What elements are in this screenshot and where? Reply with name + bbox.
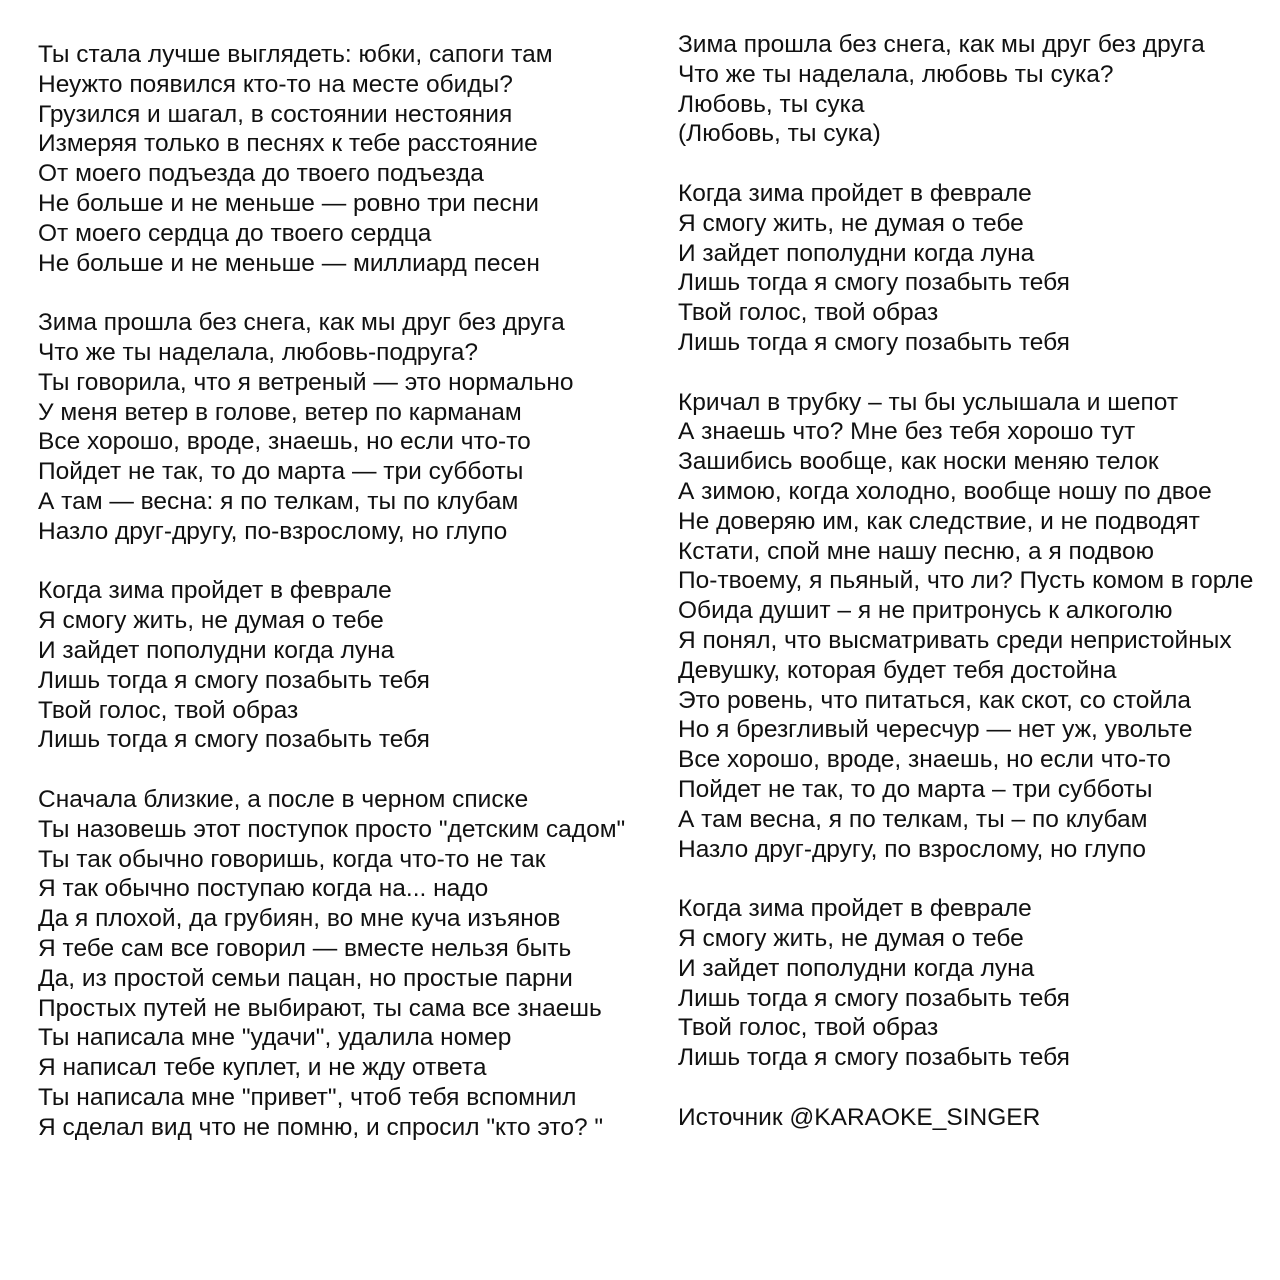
source-credit: Источник @KARAOKE_SINGER [678,1103,1041,1131]
lyric-line: Это ровень, что питаться, как скот, со стойла [678,686,1192,714]
lyrics-left-column [38,40,633,1172]
lyric-line: Твой голос, твой образ [678,299,939,327]
lyric-line: Неужто появился кто-то на месте обиды? [38,70,513,98]
lyric-line: Что же ты наделала, любовь ты сука? [678,60,1114,88]
lyric-line: Назло друг-другу, по-взрослому, но глупо [38,517,508,545]
lyric-line: От моего сердца до твоего сердца [38,219,432,247]
lyric-line: Но я брезгливый чересчур — нет уж, увольте [678,716,1193,744]
stanza [678,894,1280,1073]
stanza [678,179,1280,358]
lyric-line: (Любовь, ты сука) [678,120,881,148]
stanza [38,576,633,755]
lyric-line: Зашибись вообще, как носки меняю телок [678,448,1159,476]
lyric-line: Не больше и не меньше — ровно три песни [38,189,539,217]
lyric-line: Грузился и шагал, в состоянии нестояния [38,100,513,128]
lyric-line: Пойдет не так, то до марта — три субботы [38,458,524,486]
stanza [678,388,1280,865]
lyric-line: Я смогу жить, не думая о тебе [38,607,384,635]
stanza [38,785,633,1143]
lyric-line: Лишь тогда я смогу позабыть тебя [678,328,1070,356]
lyric-line: Что же ты наделала, любовь-подруга? [38,338,479,366]
lyric-line: Не больше и не меньше — миллиард песен [38,249,540,277]
lyric-line: По-твоему, я пьяный, что ли? Пусть комом в горле [678,567,1254,595]
lyric-line: Ты написала мне "привет", чтоб тебя вспомнил [38,1083,577,1111]
lyric-line: Когда зима пройдет в феврале [38,577,392,605]
lyric-line: Лишь тогда я смогу позабыть тебя [678,984,1070,1012]
lyric-line: Назло друг-другу, по взрослому, но глупо [678,835,1146,863]
lyric-line: Да я плохой, да грубиян, во мне куча изъянов [38,905,561,933]
lyric-line: Любовь, ты сука [678,90,865,118]
lyric-line: Я сделал вид что не помню, и спросил "кто это? " [38,1113,604,1141]
lyric-line: Ты назовешь этот поступок просто "детским садом" [38,815,626,843]
lyric-line: Ты стала лучше выглядеть: юбки, сапоги там [38,41,553,68]
lyric-line: Измеряя только в песнях к тебе расстояние [38,130,538,158]
lyric-line: Я написал тебе куплет, и не жду ответа [38,1054,487,1082]
lyric-line: А знаешь что? Мне без тебя хорошо тут [678,418,1136,446]
lyric-line: Да, из простой семьи пацан, но простые парни [38,964,573,992]
lyric-line: Когда зима пройдет в феврале [678,895,1032,923]
lyric-line: Лишь тогда я смогу позабыть тебя [38,666,430,694]
lyric-line: Ты так обычно говоришь, когда что-то не так [38,845,546,873]
lyric-line: Ты говорила, что я ветреный — это нормально [38,368,574,396]
lyric-line: Я смогу жить, не думая о тебе [678,209,1024,237]
lyric-line: И зайдет пополудни когда луна [678,954,1035,982]
lyric-line: Я так обычно поступаю когда на... надо [38,875,489,903]
lyric-line: Лишь тогда я смогу позабыть тебя [678,1044,1070,1072]
lyric-line: Простых путей не выбирают, ты сама все знаешь [38,994,602,1022]
lyric-line: Зима прошла без снега, как мы друг без друга [38,309,565,337]
lyric-line: А зимою, когда холодно, вообще ношу по двое [678,477,1212,505]
lyric-line: Сначала близкие, а после в черном списке [38,785,529,813]
lyric-line: Я смогу жить, не думая о тебе [678,924,1024,952]
lyric-line: А там весна, я по телкам, ты – по клубам [678,805,1148,833]
lyric-line: Девушку, которая будет тебя достойна [678,656,1117,684]
lyric-line: Твой голос, твой образ [38,696,299,724]
stanza [678,1103,1280,1133]
lyric-line: Не доверяю им, как следствие, и не подводят [678,507,1200,535]
lyric-line: Я понял, что высматривать среди непристойных [678,626,1232,654]
lyric-line: И зайдет пополудни когда луна [678,239,1035,267]
lyric-line: Кричал в трубку – ты бы услышала и шепот [678,388,1179,416]
lyric-line: У меня ветер в голове, ветер по карманам [38,398,522,426]
stanza [38,308,633,546]
lyric-line: От моего подъезда до твоего подъезда [38,160,484,188]
lyric-line: Ты написала мне "удачи", удалила номер [38,1024,512,1052]
lyric-line: А там — весна: я по телкам, ты по клубам [38,487,519,515]
lyrics-right-column [678,30,1280,1162]
lyric-line: Все хорошо, вроде, знаешь, но если что-то [678,746,1171,774]
lyric-line: Все хорошо, вроде, знаешь, но если что-то [38,428,531,456]
lyric-line: Лишь тогда я смогу позабыть тебя [678,269,1070,297]
lyric-line: Когда зима пройдет в феврале [678,179,1032,207]
lyric-line: Я тебе сам все говорил — вместе нельзя быть [38,934,572,962]
stanza [678,30,1280,149]
lyric-line: Обида душит – я не притронусь к алкоголю [678,597,1173,625]
stanza [38,40,633,278]
lyric-line: Зима прошла без снега, как мы друг без друга [678,31,1205,58]
lyric-line: Пойдет не так, то до марта – три субботы [678,775,1153,803]
lyric-line: Кстати, спой мне нашу песню, а я подвою [678,537,1154,565]
lyric-line: Твой голос, твой образ [678,1014,939,1042]
lyric-line: Лишь тогда я смогу позабыть тебя [38,726,430,754]
lyric-line: И зайдет пополудни когда луна [38,636,395,664]
